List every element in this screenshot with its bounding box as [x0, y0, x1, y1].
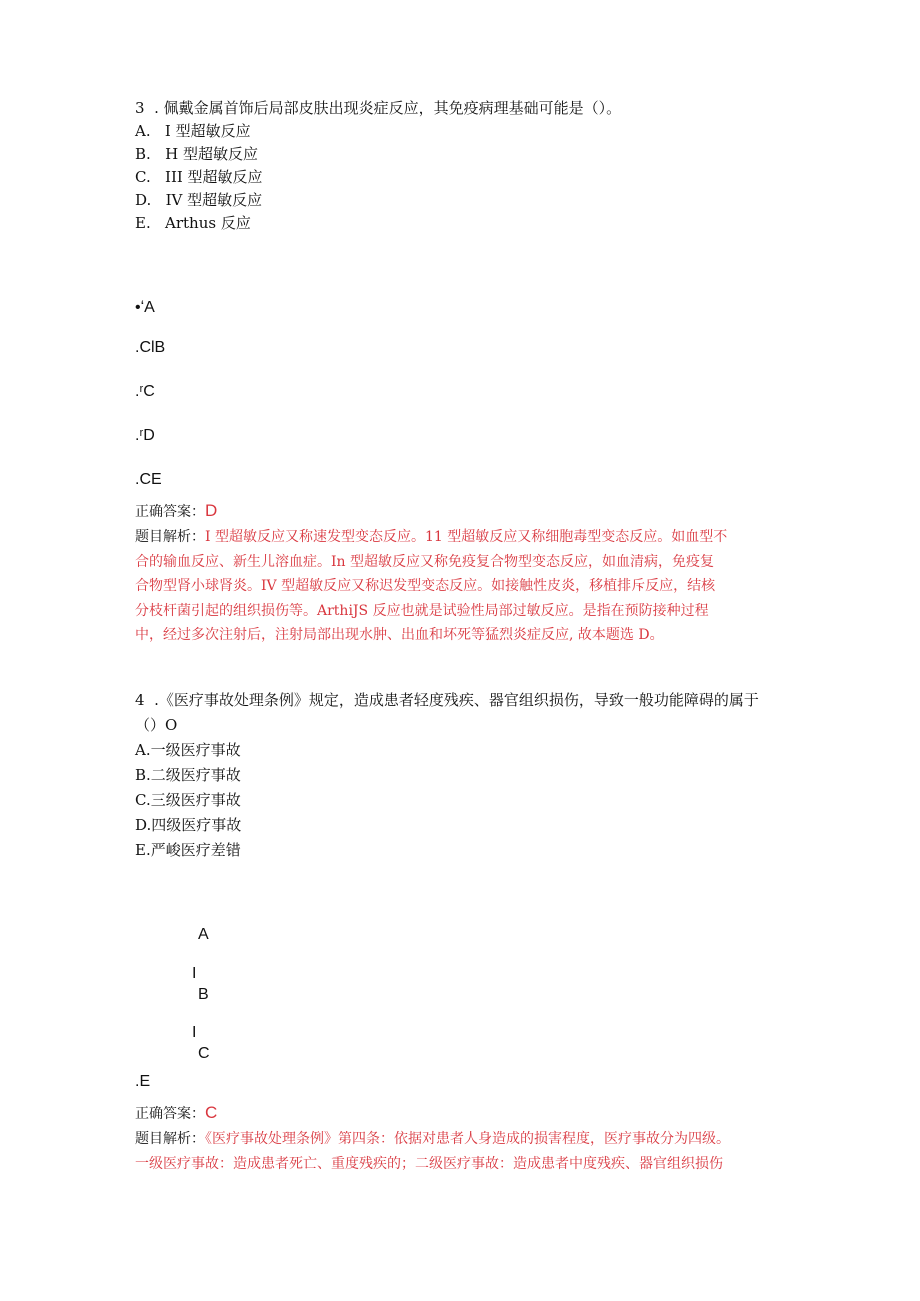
q3-answer-label: 正确答案： — [135, 504, 205, 520]
q4-explanation-label: 题目解析： — [135, 1131, 205, 1147]
q4-choice-a[interactable]: A — [198, 926, 209, 943]
q3-explanation-line: 分枝杆菌引起的组织损伤等。ArthiJS 反应也就是试验性局部过敏反应。是指在预防接种过程 — [135, 602, 709, 619]
q3-option-d: D. IV 型超敏反应 — [135, 191, 263, 209]
q3-explanation-label: 题目解析： — [135, 529, 205, 545]
q3-explanation — [135, 525, 785, 648]
q4-explanation-line: 题目解析：《医疗事故处理条例》第四条：依据对患者人身造成的损害程度，医疗事故分为四级。 — [135, 1131, 730, 1147]
q3-explanation-line: 题目解析：I 型超敏反应又称速发型变态反应。11 型超敏反应又称细胞毒型变态反应。如血型不 — [135, 529, 728, 545]
q4-answer — [135, 1104, 217, 1121]
q3-choice-b[interactable]: .ClB — [135, 339, 166, 356]
q4-option-c: C.三级医疗事故 — [135, 791, 241, 809]
q4-choice-e[interactable]: .E — [135, 1073, 151, 1090]
q3-option-c: C. III 型超敏反应 — [135, 168, 263, 186]
q3-stem: 3 . 佩戴金属首饰后局部皮肤出现炎症反应，其免疫病理基础可能是（）。 — [135, 99, 622, 117]
q3-option-e: E. Arthus 反应 — [135, 214, 251, 232]
q4-explanation-line: 一级医疗事故：造成患者死亡、重度残疾的；二级医疗事故：造成患者中度残疾、器官组织损伤 — [135, 1155, 723, 1172]
q4-stem-line2: （）O — [135, 716, 178, 734]
q4-answer-value: C — [205, 1103, 218, 1122]
q3-choice-a[interactable]: •ʻA — [135, 299, 155, 316]
q3-answer — [135, 502, 217, 519]
q4-radio-marker: I — [192, 1024, 197, 1041]
q3-answer-value: D — [205, 501, 218, 520]
q4-stem-line1: 4 .《医疗事故处理条例》规定，造成患者轻度残疾、器官组织损伤，导致一般功能障碍的属于 — [135, 691, 759, 709]
q3-explanation-line: 合物型肾小球肾炎。IV 型超敏反应又称迟发型变态反应。如接触性皮炎，移植排斥反应，结核 — [135, 578, 716, 594]
q3-explanation-line: 中，经过多次注射后，注射局部出现水肿、出血和坏死等猛烈炎症反应, 故本题选 D。 — [135, 627, 664, 643]
q4-explanation — [135, 1127, 785, 1176]
q4-option-a: A.一级医疗事故 — [135, 741, 241, 759]
q3-explanation-line: 合的输血反应、新生儿溶血症。In 型超敏反应又称免疫复合物型变态反应，如血清病，免疫复 — [135, 553, 714, 570]
q3-option-a: A. I 型超敏反应 — [135, 122, 251, 140]
q3-choice-d[interactable]: .ʳD — [135, 427, 155, 444]
q4-radio-marker: I — [192, 965, 197, 982]
q4-option-d: D.四级医疗事故 — [135, 816, 242, 834]
q3-option-b: B. H 型超敏反应 — [135, 145, 258, 163]
q3-choice-c[interactable]: .ʳC — [135, 383, 155, 400]
q4-choice-b[interactable]: B — [198, 986, 209, 1003]
q3-choice-e[interactable]: .CE — [135, 471, 162, 488]
q4-option-e: E.严峻医疗差错 — [135, 841, 241, 859]
q4-answer-label: 正确答案： — [135, 1106, 205, 1122]
q4-choice-c[interactable]: C — [198, 1045, 210, 1062]
q4-option-b: B.二级医疗事故 — [135, 766, 241, 784]
